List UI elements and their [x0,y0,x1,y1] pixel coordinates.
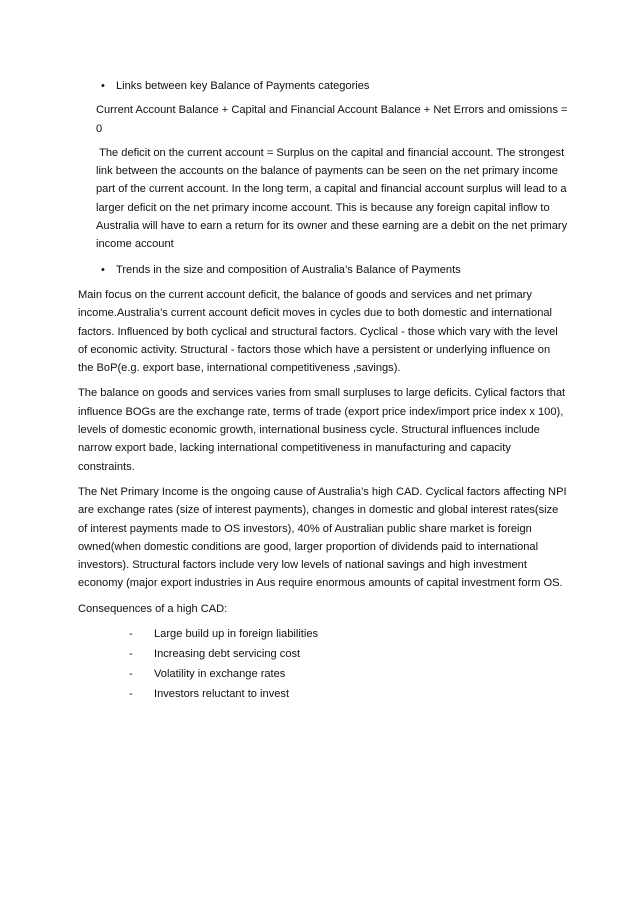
list-item [78,685,568,705]
bullet-heading-links: Links between key Balance of Payments categories [116,80,370,92]
paragraph-net-primary-income: The Net Primary Income is the ongoing cause of Australia’s high CAD. Cyclical factors affecting NPI are exchange rates (size of interest payments), changes in domestic and global interest rates(size of interest payments made to OS investors), 40% of Australian public share market is foreign owned(when domestic conditions are good, larger proportion of dividends paid to international investors). Structural factors include very low levels of national savings and high investment economy (major export industries in Aus require enormous amounts of capital investment form OS. [78,485,567,590]
bullet-heading-trends: Trends in the size and composition of Australia’s Balance of Payments [116,263,461,276]
dash-icon: - [129,628,133,641]
list-item-text: Large build up in foreign liabilities [154,628,319,641]
paragraph-goods-services: The balance on goods and services varies from small surpluses to large deficits. Cylical factors that influence BOGs are the exchange rate, terms of trade (export price index/import price index x 100), levels of domestic economic growth, international business cycle. Structural influences include narrow export bade, lacking international competitiveness in manufacturing and capacity constraints. [78,387,566,473]
dash-icon: - [129,668,133,681]
bullet-icon: • [101,263,105,276]
list-item-text: Volatility in exchange rates [154,668,286,681]
bullet-item-trends [78,261,568,279]
list-item [78,665,568,685]
dash-icon: - [129,648,133,661]
links-paragraph: The deficit on the current account = Surplus on the capital and financial account. The strongest link between the accounts on the balance of payments can be seen on the net primary income part of the current account. In the long term, a capital and financial account surplus will lead to a larger deficit on the net primary income account. This is because any foreign capital inflow to Australia will have to earn a return for its owner and these earning are a debit on the net primary income account [96,146,571,251]
paragraph-current-account: Main focus on the current account deficit, the balance of goods and services and net primary income.Australia’s current account deficit moves in cycles due to both domestic and international factors. Influenced by both cyclical and structural factors. Cyclical - those which vary with the level of economic activity. Structural - factors those which have a persistent or underlying influence on the BoP(e.g. export base, international competitiveness ,savings). [78,288,558,375]
bop-equation: Current Account Balance + Capital and Financial Account Balance + Net Errors and omissions = 0 [96,104,568,135]
list-item-text: Increasing debt servicing cost [154,648,301,661]
list-item [78,625,568,645]
document-body [78,77,571,705]
list-item-text: Investors reluctant to invest [154,688,290,701]
consequences-heading: Consequences of a high CAD: [78,602,228,615]
consequences-list [78,625,568,705]
bullet-item-links [78,77,568,95]
dash-icon: - [129,688,133,701]
list-item [78,645,568,665]
bullet-icon: • [101,80,105,92]
